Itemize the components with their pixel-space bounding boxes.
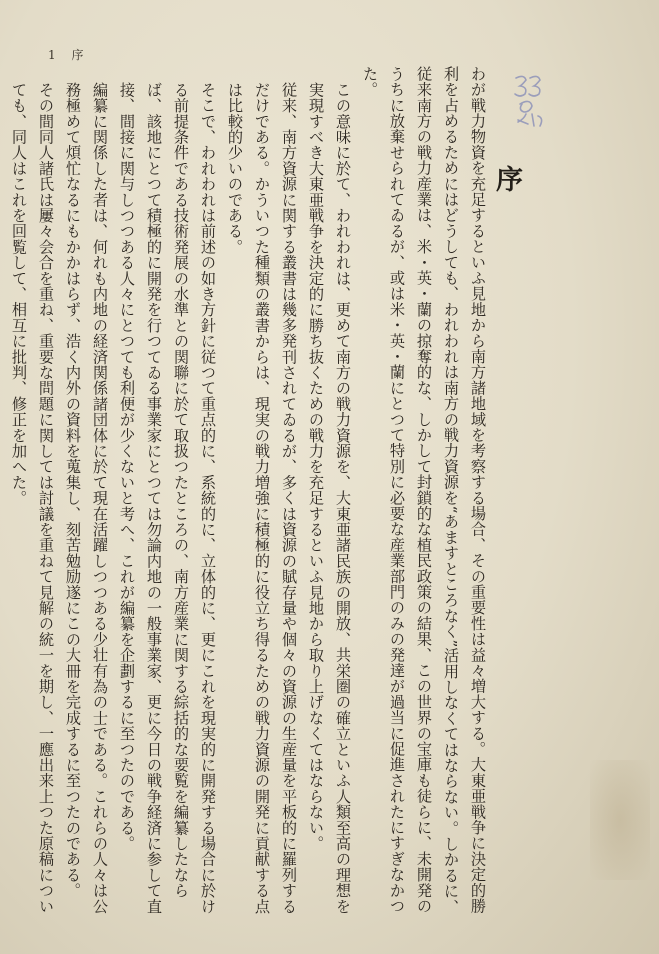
- body-text: [5, 66, 491, 926]
- paragraph-4: そこで、われわれは前述の如き方針に従つて重点的に、系統的に、立体的に、更にこれを現実的に開発する場合に於ける前提条件である技術発展の水準との関聯に於て取扱つたところの、南方産業に関する綜括的な要覧を編纂したならば、該地にとつて積極的に開発を行つてゐる事業家にとつては勿論内地の一般事業家、更に今日の戦争経済に参して直接、間接に関与しつつある人々にとつても利便が少くないと考へ、これが編纂を企劃するに至つたのである。: [118, 82, 217, 915]
- paper-stain: [590, 760, 650, 880]
- page-number: 1: [48, 48, 62, 62]
- paragraph-6: その間同人諸氏は屢々会合を重ね、重要な問題に関しては討議を重ねて見解の統一を期し、一應出来上つた原稿についても、同人はこれを回覧して、相互に批判、修正を加へた。: [10, 82, 55, 915]
- page-header: [48, 46, 89, 63]
- paragraph-2: この意味に於て、われわれは、更めて南方の戦力資源を、大東亜諸民族の開放、共栄圏の確立といふ人類至高の理想を実現すべき大東亜戦争を決定的に勝ち抜くための戦力を充足するといふ見地から取り上げなくてはならない。: [307, 82, 352, 915]
- paragraph-5: 編纂に関係した者は、何れも内地の経済関係諸団体に於て現在活躍しつつある少壮有為の士である。これらの人々は公務極めて煩忙なるにもかかはらず、浩く内外の資料を蒐集し、刻苦勉励遂にこの大冊を完成するに至つたのである。: [64, 82, 109, 915]
- paragraph-3: 従来、南方資源に関する叢書は幾多発刊されてゐるが、多くは資源の賦存量や個々の資源の生産量を平板的に羅列するだけである。かういつた種類の叢書からは、現実の戦力増強に積極的に役立ち得るための戦力資源の開発に貢献する点は比較的少いのである。: [226, 82, 298, 915]
- paragraph-1: わが戦力物資を充足するといふ見地から南方諸地域を考察する場合、その重要性は益々増大する。大東亜戦争に決定的勝利を占めるためにはどうしても、われわれは南方の戦力資源を“あますところなく”活用しなくてはならない。しかるに、従来南方の戦力産業は、米・英・蘭の掠奪的な、しかして封鎖的な植民政策の結果、この世界の宝庫も徒らに、未開発のうちに放棄せられてゐるが、或は米・英・蘭にとつて特別に必要な産業部門のみの発達が過当に促進されたにすぎなかつた。: [361, 66, 487, 915]
- handwritten-note: [510, 72, 548, 132]
- page-title: 序: [496, 165, 523, 196]
- header-label: 序: [71, 48, 90, 62]
